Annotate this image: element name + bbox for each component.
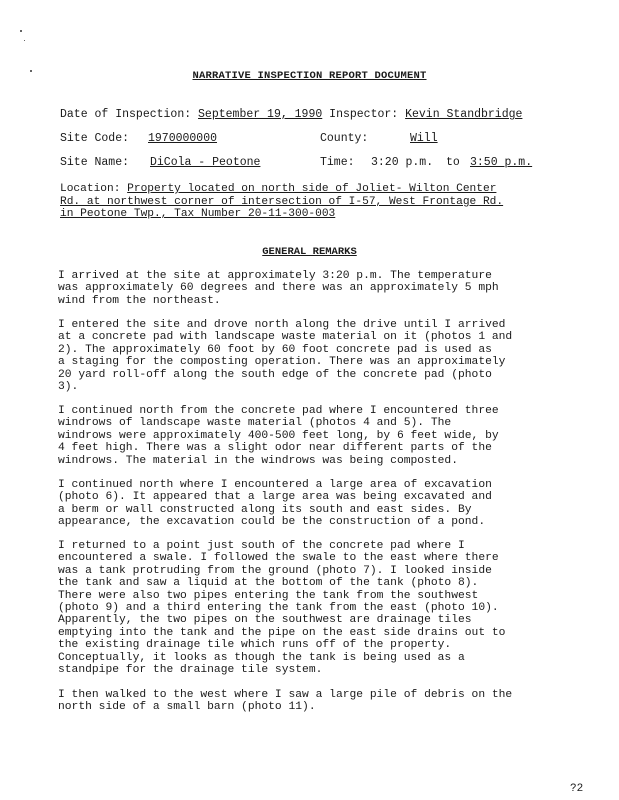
text-line: windrows of landscape waste material (photos 4 and 5). The [58, 417, 452, 430]
text-line: I continued north from the concrete pad where I encountered three [58, 405, 499, 417]
text-line: 4 feet high. There was a slight odor near different parts of the [58, 442, 492, 455]
text-line: I arrived at the site at approximately 3:20 p.m. The temperature [58, 270, 492, 282]
time-end: 3:50 p.m. [470, 156, 533, 169]
text-line: Apparently, the two pipes on the southwest are drainage tiles [58, 614, 472, 627]
text-line: wind from the northeast. [58, 294, 221, 307]
text-line: a staging for the composting operation. There was an approximately [58, 356, 506, 369]
paragraph-concrete-pad [58, 319, 540, 393]
time-start: 3:20 p.m. [371, 156, 434, 169]
text-line: windrows were approximately 400-500 feet long, by 6 feet wide, by [58, 429, 499, 442]
location-block [60, 183, 550, 221]
text-line: standpipe for the drainage tile system. [58, 664, 323, 677]
text-line: emptying into the tank and the pipe on the east side drains out to [58, 626, 506, 639]
text-line: was a tank protruding from the ground (photo 7). I looked inside [58, 564, 492, 577]
text-line: 3). [58, 381, 79, 394]
text-line: windrows. The material in the windrows was being composted. [58, 454, 458, 467]
text-line: (photo 9) and a third entering the tank from the east (photo 10). [58, 602, 499, 615]
text-line: the tank and saw a liquid at the bottom of the tank (photo 8). [58, 577, 479, 590]
location-line: in Peotone Twp., Tax Number 20-11-300-003 [60, 208, 336, 220]
text-line: a berm or wall constructed along its south and east sides. By [58, 503, 472, 516]
text-line: the existing drainage tile which runs off of the property. [58, 639, 452, 652]
inspector-value: Kevin Standbridge [405, 108, 523, 121]
site-code-label: Site Code: [60, 132, 130, 145]
paragraph-excavation [58, 479, 540, 529]
inspector-label: Inspector: [329, 108, 399, 121]
text-line: appearance, the excavation could be the construction of a pond. [58, 516, 486, 529]
text-line: 20 yard roll-off along the south edge of the concrete pad (photo [58, 368, 492, 381]
paragraph-windrows [58, 405, 540, 467]
paragraph-swale-tank [58, 540, 540, 676]
text-line: I returned to a point just south of the concrete pad where I [58, 540, 465, 552]
text-line: (photo 6). It appeared that a large area was being excavated and [58, 491, 492, 504]
site-code-value: 1970000000 [148, 132, 218, 145]
date-inspector-row [60, 108, 522, 121]
location-label: Location: [60, 183, 121, 195]
scan-speck [20, 30, 22, 32]
text-line: 2). The approximately 60 foot by 60 foot concrete pad is used as [58, 343, 492, 356]
text-line: at a concrete pad with landscape waste material on it (photos 1 and [58, 331, 513, 344]
report-title: NARRATIVE INSPECTION REPORT DOCUMENT [192, 70, 427, 82]
text-line: There were also two pipes entering the tank from the southwest [58, 589, 479, 602]
paragraph-debris [58, 689, 540, 714]
location-line: Property located on north side of Joliet- Wilton Center [127, 183, 497, 195]
date-value: September 19, 1990 [198, 108, 323, 121]
time-separator: to [446, 156, 460, 169]
time-label: Time: [320, 156, 355, 169]
scan-speck [24, 40, 25, 41]
site-name-label: Site Name: [60, 156, 130, 169]
page-number: ?2 [570, 783, 584, 795]
county-value: Will [410, 132, 438, 145]
text-line: I then walked to the west where I saw a large pile of debris on the [58, 689, 513, 701]
general-remarks-heading: GENERAL REMARKS [262, 246, 357, 258]
text-line: I entered the site and drove north along the drive until I arrived [58, 319, 506, 331]
text-line: Conceptually, it looks as though the tank is being used as a [58, 651, 465, 664]
site-name-value: DiCola - Peotone [150, 156, 261, 169]
text-line: encountered a swale. I followed the swale to the east where there [58, 552, 499, 565]
text-line: I continued north where I encountered a large area of excavation [58, 479, 492, 491]
location-line: Rd. at northwest corner of intersection of I-57, West Frontage Rd. [60, 195, 504, 208]
paragraph-arrival [58, 270, 540, 307]
date-label: Date of Inspection: [60, 108, 192, 121]
county-label: County: [320, 132, 369, 145]
text-line: north side of a small barn (photo 11). [58, 701, 316, 714]
text-line: was approximately 60 degrees and there was an approximately 5 mph [58, 282, 499, 295]
